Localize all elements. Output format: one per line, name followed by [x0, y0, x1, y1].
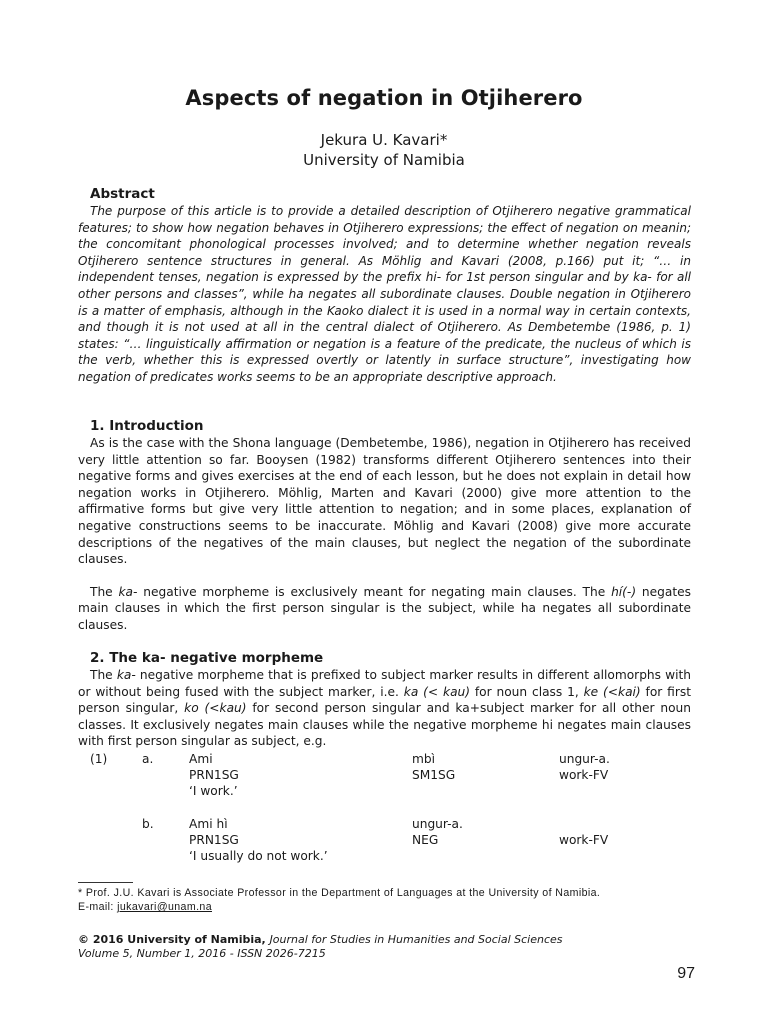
text-run: negates main clauses in which the first person singular is the subject, while ha negates all subordinate clauses.	[78, 584, 691, 632]
text-run: The	[90, 584, 119, 599]
introduction-heading: 1. Introduction	[90, 418, 204, 434]
example-b-gloss-3: work-FV	[559, 833, 609, 847]
example-a-word-3: ungur-a.	[559, 752, 610, 766]
article-title: Aspects of negation in Otjiherero	[185, 86, 583, 110]
introduction-section	[78, 418, 691, 634]
journal-name: Journal for Studies in Humanities and Social Sciences	[269, 933, 563, 946]
term-ka: ka-	[118, 584, 138, 599]
email-label: E-mail:	[78, 901, 118, 913]
text-run: negative morpheme that is prefixed to subject marker results in different allomorphs with or without being fused with the subject marker, i.e.	[78, 668, 691, 699]
example-b-word-2: ungur-a.	[412, 817, 463, 831]
copyright-block	[78, 933, 698, 961]
text-run: for second person singular and ka+subject marker for all other noun classes. It exclusively negates main clauses while the negative morpheme hi negates main clauses with first person singular as subject, e.g.	[78, 701, 692, 749]
email-link[interactable]: jukavari@unam.na	[117, 901, 212, 913]
abstract-text: The purpose of this article is to provide a detailed description of Otjiherero negative grammatical features; to show how negation behaves in Otjiherero expressions; the effect of negation on meanin; the concomitant phonological processes involved; and to determine whether negation reveals Otjiherero sentence structures in general. As Möhlig and Kavari (2008, p.166) put it; “… in independent tenses, negation is expressed by the prefix hi- for 1st person singular and by ka- for all other persons and classes”, while ha negates all subordinate clauses. Double negation in Otjiherero is a matter of emphasis, although in the Kaoko dialect it is used in a normal way in certain contexts, and though it is not used at all in the central dialect of Otjiherero. As Dembetembe (1986, p. 1) states: “… linguistically affirmation or negation is a feature of the predicate, the nucleus of which is the verb, whether this is expressed overtly or latently in surface structure”, investigating how negation of predicates works seems to be an appropriate descriptive approach.	[78, 204, 691, 384]
footnote-text: * Prof. J.U. Kavari is Associate Professor in the Department of Languages at the University of Namibia.	[78, 887, 601, 899]
example-b-word-1: Ami hì	[189, 817, 228, 831]
introduction-paragraph-2	[78, 584, 691, 634]
example-a-translation: ‘I work.’	[189, 784, 238, 798]
author-name: Jekura U. Kavari*	[320, 131, 448, 149]
text-run: for first person singular,	[78, 684, 691, 716]
abstract-section	[78, 186, 691, 386]
text-run: The	[90, 668, 117, 682]
ka-negative-section	[78, 650, 691, 750]
introduction-paragraph-1: As is the case with the Shona language (Dembetembe, 1986), negation in Otjiherero has received very little attention so far. Booysen (1982) transforms different Otjiherero sentences into their negative forms and gives exercises at the end of each lesson, but he does not explain in detail how negation works in Otjiherero. Möhlig, Marten and Kavari (2000) give more attention to the affirmative forms but give very little attention to negation; and in some places, explanation of negative constructions seems to be inaccurate. Möhlig and Kavari (2008) give more accurate descriptions of the negatives of the main clauses, but neglect the negation of the subordinate clauses.	[78, 436, 691, 567]
example-a-gloss-3: work-FV	[559, 768, 609, 782]
example-b-gloss-1: PRN1SG	[189, 833, 239, 847]
example-number: (1)	[90, 752, 108, 766]
footnote-email-line	[78, 900, 698, 914]
term-ka: ka-	[116, 668, 136, 682]
term-hi: hí(-)	[611, 584, 637, 599]
copyright-line	[78, 933, 698, 947]
author-affiliation: University of Namibia	[303, 151, 465, 169]
author-block	[0, 130, 768, 170]
text-run: negative morpheme is exclusively meant for negating main clauses. The	[137, 584, 612, 599]
example-b-gloss-2: NEG	[412, 833, 439, 847]
footnote-divider	[78, 882, 133, 883]
ka-negative-paragraph	[78, 667, 691, 750]
copyright-holder: © 2016 University of Namibia,	[78, 933, 270, 946]
example-a-word-1: Ami	[189, 752, 213, 766]
term-ka-kau: ka (< kau)	[403, 684, 471, 699]
footnote	[78, 886, 698, 914]
text-run: for noun class 1,	[470, 684, 584, 699]
example-a-word-2: mbì	[412, 752, 435, 766]
page-number: 97	[677, 965, 695, 982]
example-a-gloss-2: SM1SG	[412, 768, 456, 782]
volume-line	[78, 947, 698, 961]
example-a-gloss-1: PRN1SG	[189, 768, 239, 782]
term-ko-kau: ko (<kau)	[184, 701, 247, 716]
term-ke-kai: ke (<kai)	[583, 684, 641, 699]
example-b-label: b.	[142, 817, 154, 831]
volume-info: Volume 5, Number 1, 2016 - ISSN 2026-7215	[78, 947, 326, 960]
abstract-heading: Abstract	[90, 186, 155, 202]
example-b-translation: ‘I usually do not work.’	[189, 849, 328, 863]
ka-negative-heading: 2. The ka- negative morpheme	[90, 650, 324, 666]
example-a-label: a.	[142, 752, 154, 766]
